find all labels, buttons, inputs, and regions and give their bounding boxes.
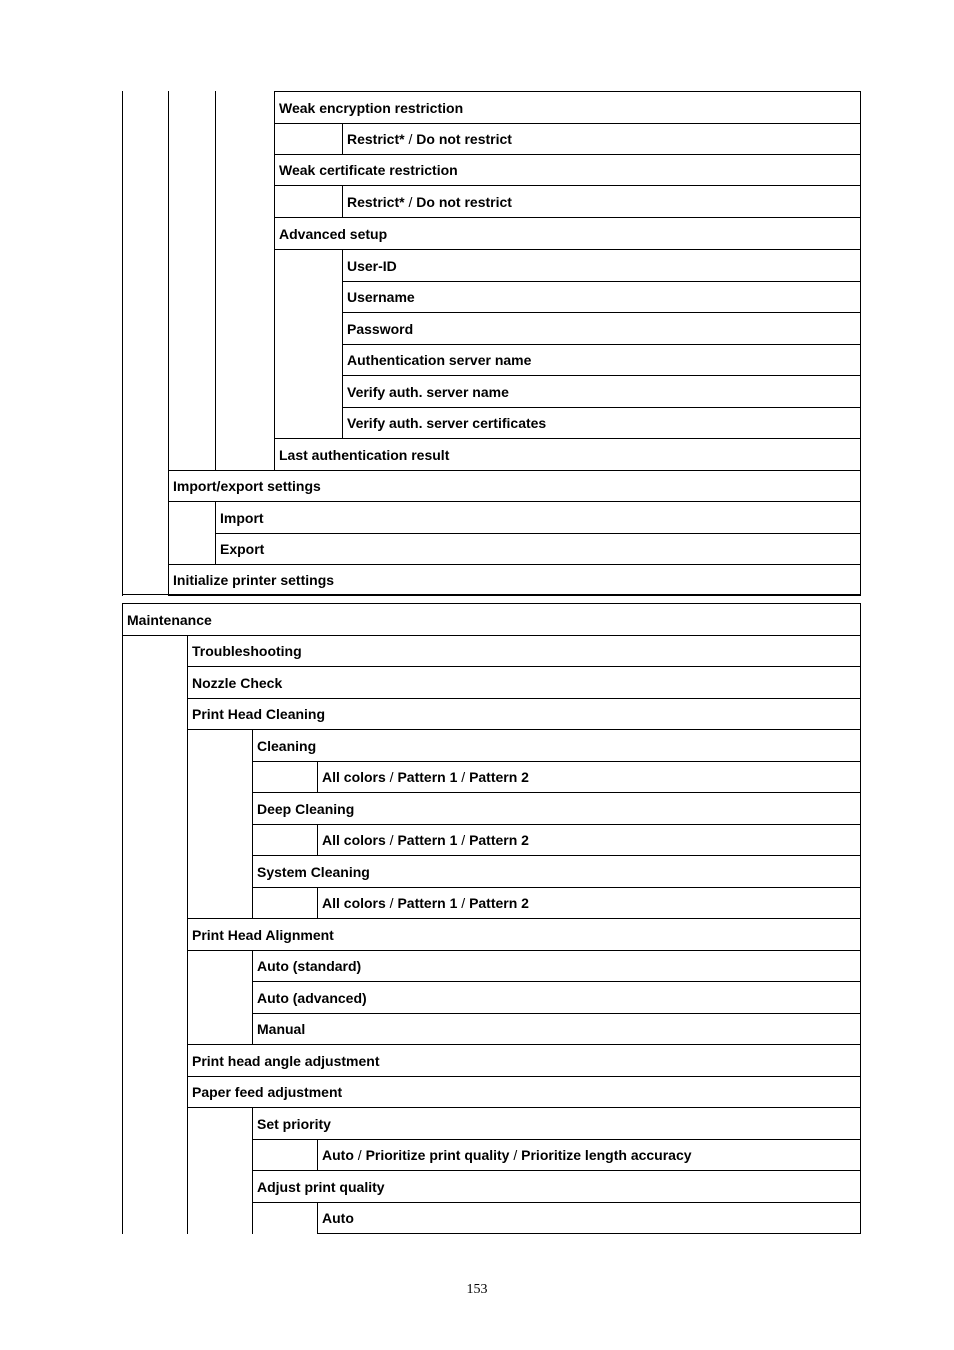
- advanced-item-username: Username: [342, 281, 861, 313]
- deep-cleaning-options-indent: [252, 824, 318, 856]
- adjust-print-quality-indent: [252, 1202, 318, 1234]
- separator: /: [404, 193, 417, 210]
- alignment-indent: [187, 950, 253, 1045]
- import-export-indent: [168, 501, 216, 565]
- advanced-item-verify-server-certs: Verify auth. server certificates: [342, 407, 861, 439]
- nozzle-check: Nozzle Check: [187, 666, 861, 699]
- maintenance-title: Maintenance: [122, 603, 861, 636]
- cleaning-options: All colors / Pattern 1 / Pattern 2: [317, 761, 861, 793]
- separator: /: [385, 832, 398, 848]
- advanced-setup: Advanced setup: [274, 217, 861, 250]
- advanced-item-auth-server-name: Authentication server name: [342, 344, 861, 376]
- cleaning: Cleaning: [252, 729, 861, 762]
- adjust-print-quality: Adjust print quality: [252, 1170, 861, 1203]
- export: Export: [215, 533, 861, 565]
- separator: /: [509, 1147, 522, 1163]
- print-head-angle-adjustment: Print head angle adjustment: [187, 1044, 861, 1077]
- cleaning-indent: [187, 729, 253, 919]
- separator: /: [353, 1147, 366, 1163]
- cleaning-options-indent: [252, 761, 318, 793]
- adjust-print-quality-option: Auto: [317, 1202, 861, 1234]
- weak-encryption-indent: [274, 123, 343, 155]
- print-head-alignment: Print Head Alignment: [187, 918, 861, 951]
- troubleshooting: Troubleshooting: [187, 635, 861, 667]
- set-priority-options-indent: [252, 1139, 318, 1171]
- separator: /: [457, 832, 470, 848]
- weak-certificate-restriction: Weak certificate restriction: [274, 154, 861, 186]
- deep-cleaning: Deep Cleaning: [252, 792, 861, 825]
- last-authentication-result: Last authentication result: [274, 438, 861, 471]
- set-priority: Set priority: [252, 1107, 861, 1140]
- system-cleaning: System Cleaning: [252, 855, 861, 888]
- page-number: 153: [466, 1282, 488, 1297]
- rail-level2: [215, 91, 216, 470]
- weak-certificate-indent: [274, 185, 343, 218]
- advanced-setup-indent: [274, 249, 343, 439]
- print-head-cleaning: Print Head Cleaning: [187, 698, 861, 730]
- alignment-auto-advanced: Auto (advanced): [252, 981, 861, 1014]
- import-export-settings: Import/export settings: [168, 470, 861, 502]
- deep-cleaning-options: All colors / Pattern 1 / Pattern 2: [317, 824, 861, 856]
- alignment-auto-standard: Auto (standard): [252, 950, 861, 982]
- separator: /: [385, 895, 398, 911]
- rail-maint-outer: [122, 635, 123, 1234]
- advanced-item-verify-server-name: Verify auth. server name: [342, 375, 861, 408]
- advanced-item-user-id: User-ID: [342, 249, 861, 282]
- separator: /: [385, 769, 398, 785]
- advanced-item-password: Password: [342, 312, 861, 345]
- weak-encryption-options: Restrict* / Do not restrict: [342, 123, 861, 155]
- import: Import: [215, 501, 861, 534]
- set-priority-options: Auto / Prioritize print quality / Prioritize length accuracy: [317, 1139, 861, 1171]
- rail-outer: [122, 91, 123, 596]
- alignment-manual: Manual: [252, 1013, 861, 1045]
- weak-encryption-restriction: Weak encryption restriction: [274, 91, 861, 124]
- separator: /: [404, 131, 417, 147]
- system-cleaning-options-indent: [252, 887, 318, 919]
- weak-certificate-options: Restrict* / Do not restrict: [342, 185, 861, 218]
- paper-feed-adjustment: Paper feed adjustment: [187, 1076, 861, 1108]
- separator: /: [457, 895, 470, 911]
- initialize-printer-settings: Initialize printer settings: [168, 564, 861, 596]
- system-cleaning-options: All colors / Pattern 1 / Pattern 2: [317, 887, 861, 919]
- separator: /: [457, 769, 470, 785]
